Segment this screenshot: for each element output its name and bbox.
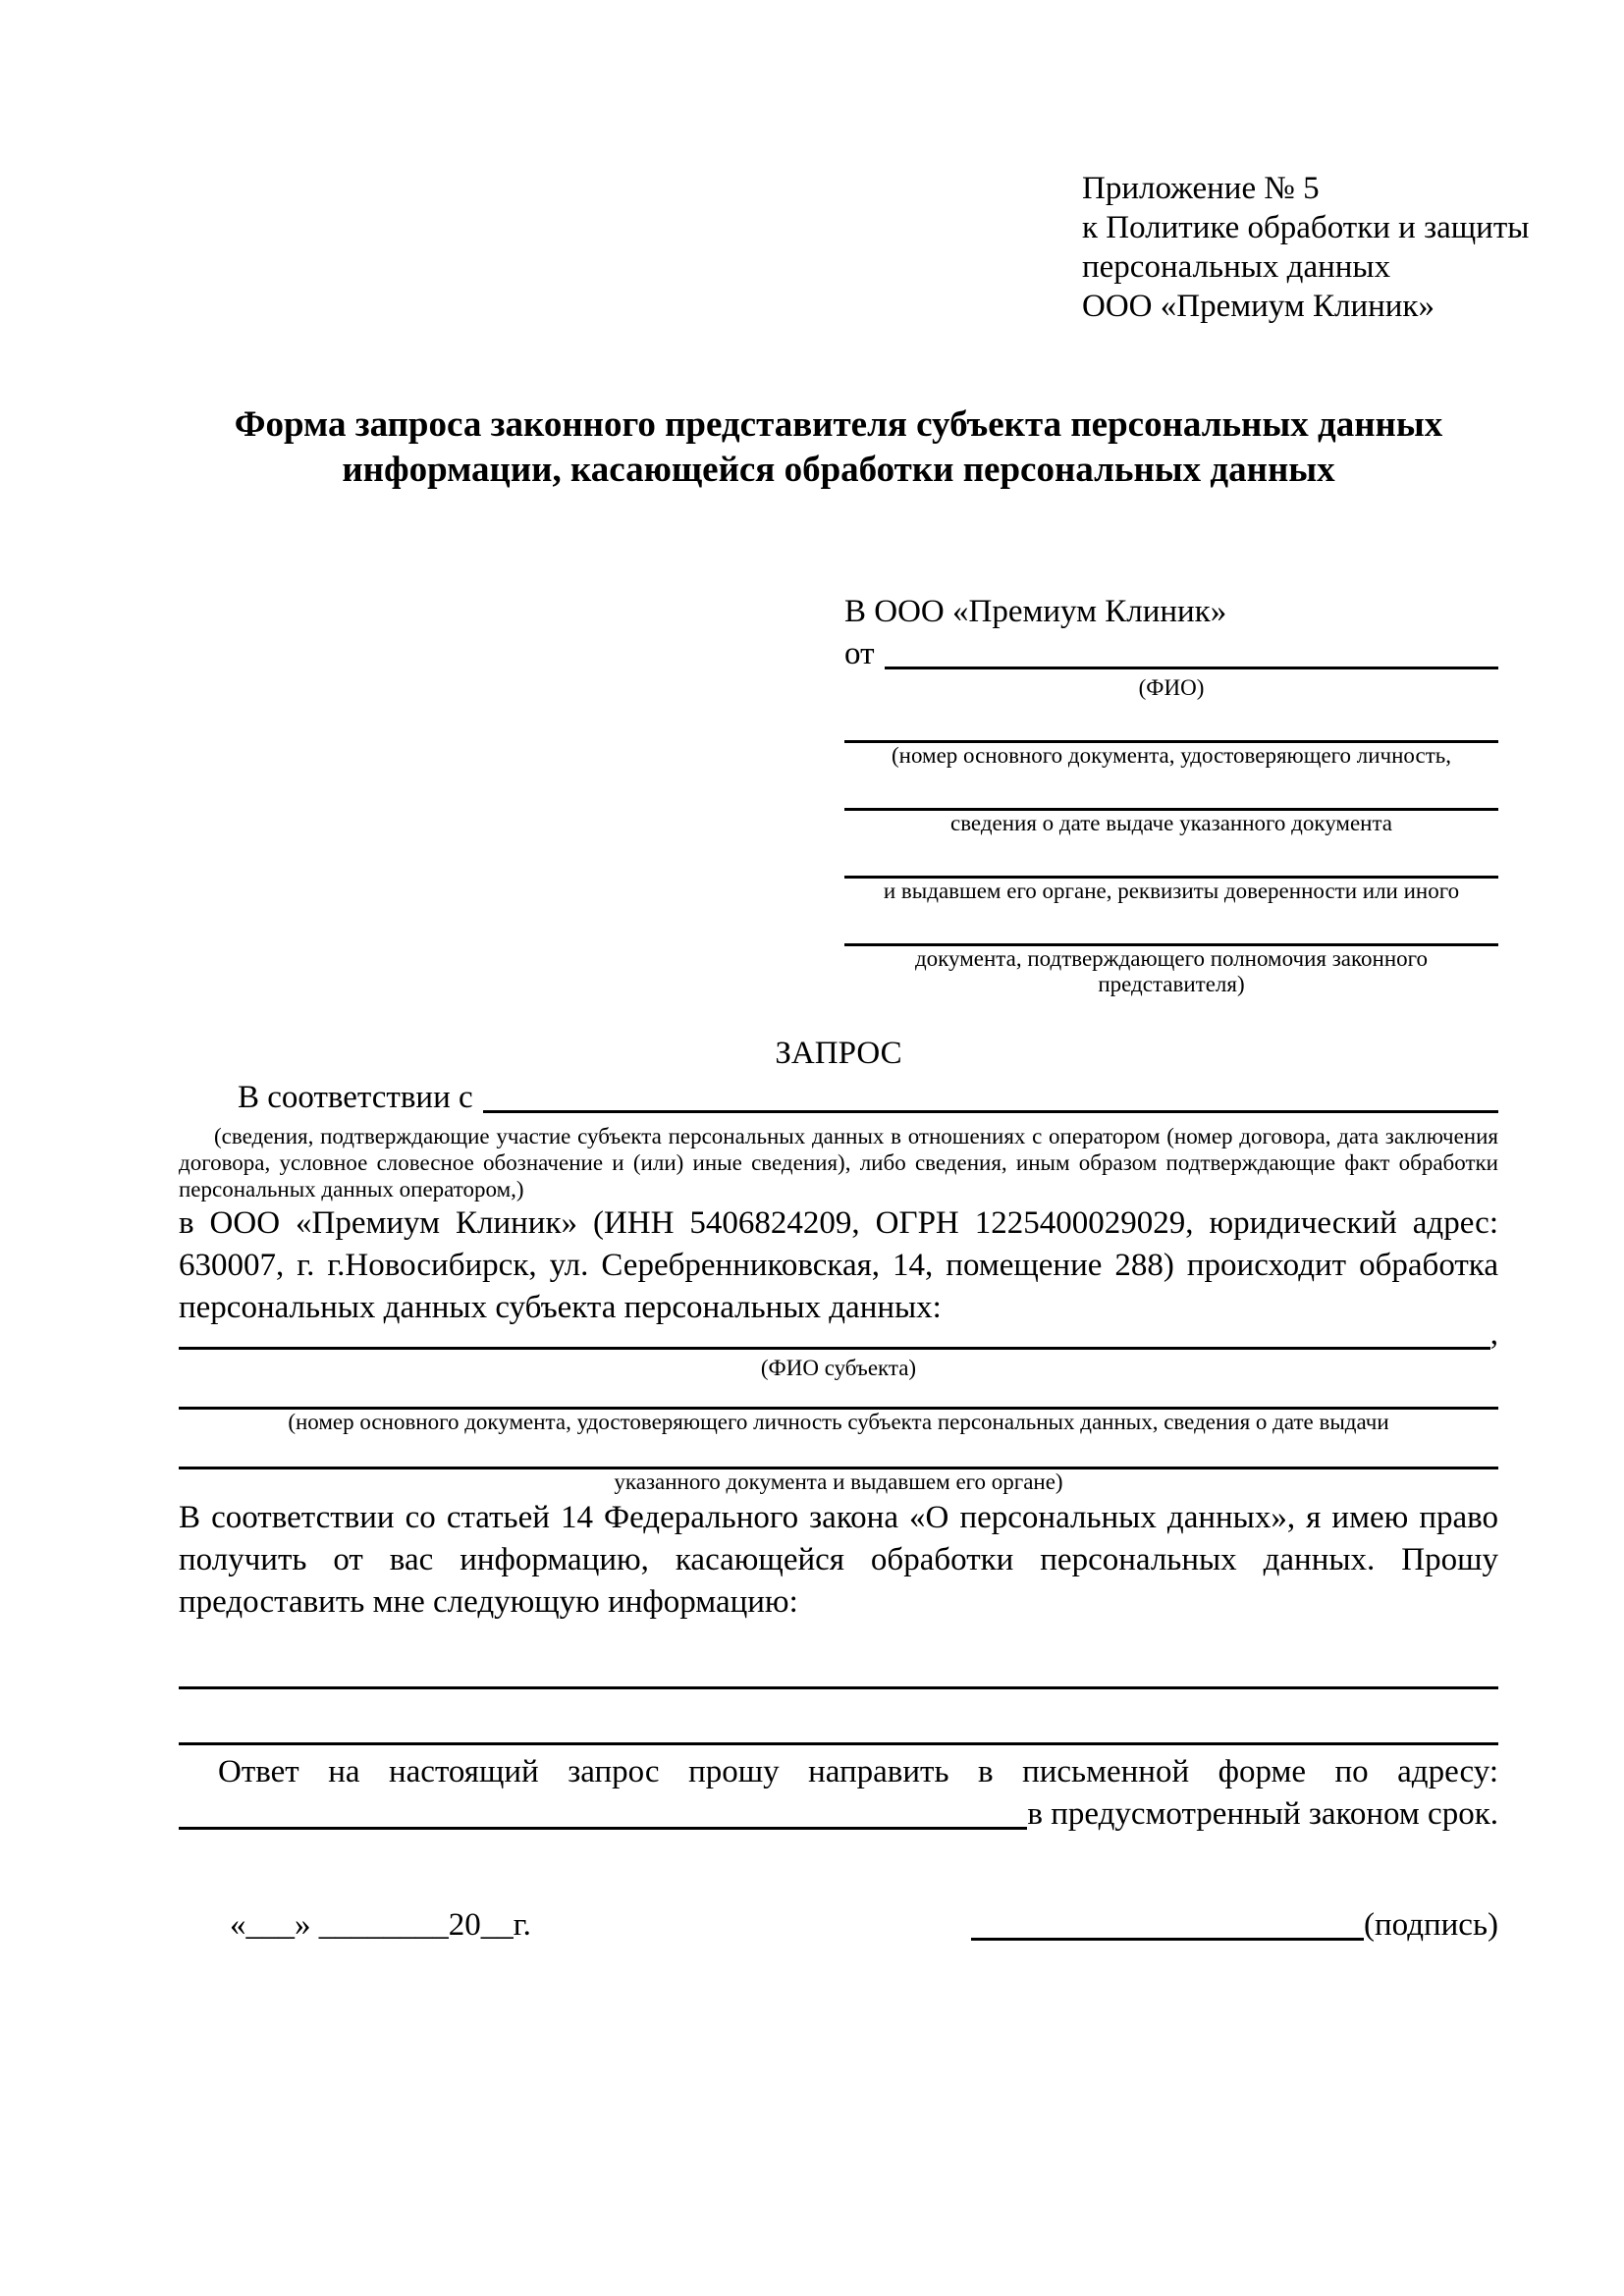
subject-doc-caption-1: (номер основного документа, удостоверяющего личность субъекта персональных данных, сведения о дате выдачи	[288, 1410, 1389, 1434]
signature-field	[971, 1904, 1498, 1947]
appendix-line-3: персональных данных	[1082, 249, 1391, 285]
answer-paragraph: Ответ на настоящий запрос прошу направить в письменной форме по адресу:	[218, 1754, 1498, 1789]
representative-doc-field-2	[844, 782, 1498, 836]
from-blank-line	[885, 667, 1499, 669]
subject-doc-blank-line-2	[179, 1435, 1498, 1469]
field-caption-2: сведения о дате выдаче указанного документа	[949, 811, 1393, 835]
field-blank-line-1	[844, 715, 1498, 743]
field-caption-1: (номер основного документа, удостоверяющего личность,	[891, 743, 1451, 768]
subject-fio-blank-line	[179, 1347, 1490, 1350]
accordance-note: (сведения, подтверждающие участие субъекта персональных данных в отношениях с оператором (номер договора, дата заключения договора, условное словесное обозначение и (или) иные сведения), либо сведения, иным образом подтверждающие факт обработки персональных данных оператором,)	[179, 1124, 1498, 1201]
field-blank-line-3	[844, 850, 1498, 879]
appendix-line-4: ООО «Премиум Клиник»	[1082, 289, 1435, 324]
addressee-to: В ООО «Премиум Клиник»	[844, 594, 1227, 629]
subject-fio-caption: (ФИО субъекта)	[760, 1356, 917, 1380]
signature-blank-line	[971, 1938, 1364, 1941]
representative-doc-field-4	[844, 918, 1498, 997]
appendix-line-2: к Политике обработки и защиты	[1082, 210, 1530, 245]
field-caption-3: и выдавшем его органе, реквизиты доверенности или иного	[883, 879, 1460, 903]
form-title	[179, 402, 1498, 493]
form-title-line-1: Форма запроса законного представителя субъекта персональных данных	[234, 404, 1443, 445]
law-paragraph: В соответствии со статьей 14 Федерального закона «О персональных данных», я имею право получить от вас информацию, касающейся обработки персональных данных. Прошу предоставить мне следующую информацию:	[179, 1500, 1498, 1620]
field-caption-4: документа, подтверждающего полномочия законного представителя)	[914, 946, 1428, 996]
representative-doc-field-1	[844, 715, 1498, 769]
signature-caption: (подпись)	[1364, 1907, 1498, 1943]
addressee-block	[844, 591, 1498, 997]
accordance-row	[179, 1077, 1498, 1119]
field-blank-line-2	[844, 782, 1498, 811]
accordance-blank-line	[483, 1110, 1498, 1113]
form-title-line-2: информации, касающейся обработки персональных данных	[342, 450, 1335, 490]
signature-row	[179, 1904, 1498, 1947]
representative-doc-field-3	[844, 850, 1498, 904]
subject-comma: ,	[1489, 1316, 1498, 1352]
fio-caption: (ФИО)	[1138, 675, 1205, 700]
answer-suffix: в предусмотренный законом срок.	[1027, 1796, 1498, 1832]
request-heading: ЗАПРОС	[775, 1036, 902, 1071]
answer-address-blank-line	[179, 1827, 1027, 1830]
from-label: от	[844, 636, 875, 671]
info-blank-line-1	[179, 1651, 1498, 1689]
from-row	[844, 633, 1498, 675]
info-blank-line-2	[179, 1689, 1498, 1745]
date-field: «___» ________20__г.	[230, 1907, 531, 1943]
appendix-line-1: Приложение № 5	[1082, 171, 1320, 206]
operator-paragraph: в ООО «Премиум Клиник» (ИНН 5406824209, ОГРН 1225400029029, юридический адрес: 630007, г. г.Новосибирск, ул. Серебренниковская, 14, помещение 288) происходит обработка персональных данных субъекта персональных данных:	[179, 1205, 1498, 1325]
field-blank-line-4	[844, 918, 1498, 946]
subject-doc-blank-line-1	[179, 1381, 1498, 1410]
subject-doc-caption-2: указанного документа и выдавшем его органе)	[614, 1469, 1063, 1494]
accordance-label: В соответствии с	[238, 1080, 473, 1115]
answer-address-row	[179, 1793, 1498, 1836]
appendix-header	[1082, 169, 1530, 326]
